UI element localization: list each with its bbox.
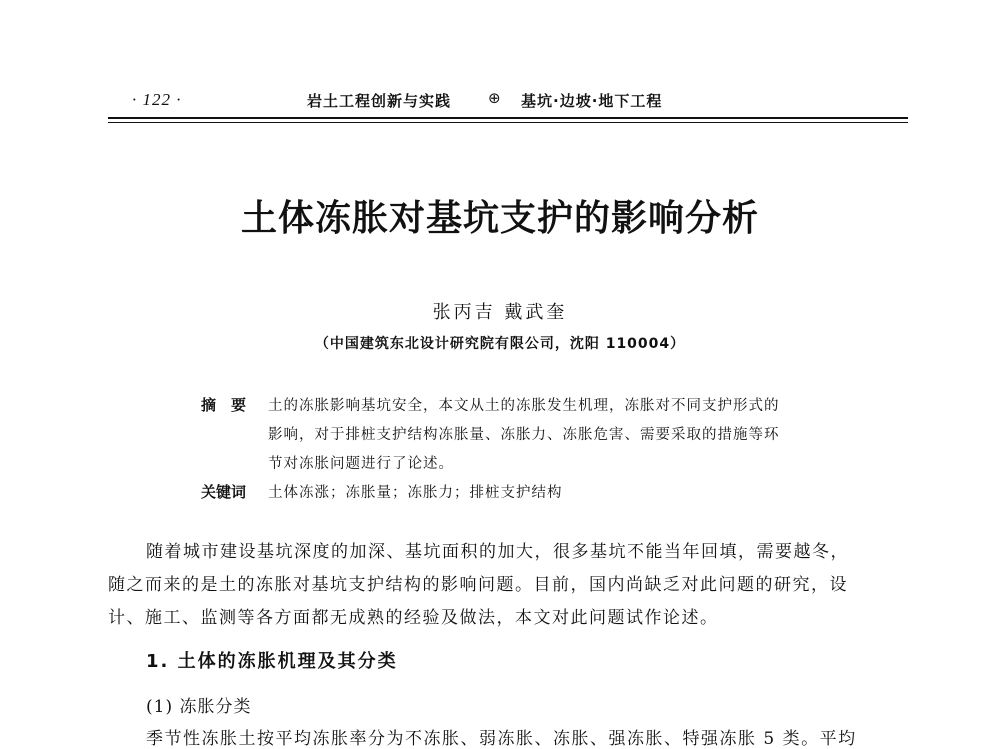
intro-line: 随之而来的是土的冻胀对基坑支护结构的影响问题。目前，国内尚缺乏对此问题的研究，设 (108, 575, 848, 595)
abstract-line: 影响，对于排桩支护结构冻胀量、冻胀力、冻胀危害、需要采取的措施等环 (268, 427, 780, 443)
intro-line: 计、施工、监测等各方面都无成熟的经验及做法，本文对此问题试作论述。 (108, 608, 719, 628)
keywords-label: 关键词 (201, 483, 247, 501)
intro-line: 随着城市建设基坑深度的加深、基坑面积的加大，很多基坑不能当年回填，需要越冬， (146, 542, 849, 562)
header-rule (108, 117, 908, 119)
subsection-heading: (1) 冻胀分类 (146, 697, 252, 717)
header-separator-icon: ⊕ (488, 89, 501, 107)
affiliation: （中国建筑东北设计研究院有限公司，沈阳 110004） (314, 336, 686, 352)
keywords: 土体冻涨；冻胀量；冻胀力；排桩支护结构 (268, 485, 563, 501)
article-title: 土体冻胀对基坑支护的影响分析 (240, 197, 759, 239)
abstract-line: 土的冻胀影响基坑安全，本文从土的冻胀发生机理，冻胀对不同支护形式的 (268, 398, 780, 414)
section-title: 基坑·边坡·地下工程 (521, 92, 663, 110)
header-rule-thin (108, 122, 908, 123)
page-number: · 122 · (132, 90, 182, 109)
body-line: 季节性冻胀土按平均冻胀率分为不冻胀、弱冻胀、冻胀、强冻胀、特强冻胀 5 类。平均 (146, 729, 857, 749)
abstract-line: 节对冻胀问题进行了论述。 (268, 456, 454, 472)
authors: 张丙吉 戴武奎 (432, 302, 568, 323)
section-heading: 1. 土体的冻胀机理及其分类 (146, 651, 398, 672)
journal-title: 岩土工程创新与实践 (307, 92, 452, 110)
abstract-label: 摘 要 (201, 396, 247, 414)
